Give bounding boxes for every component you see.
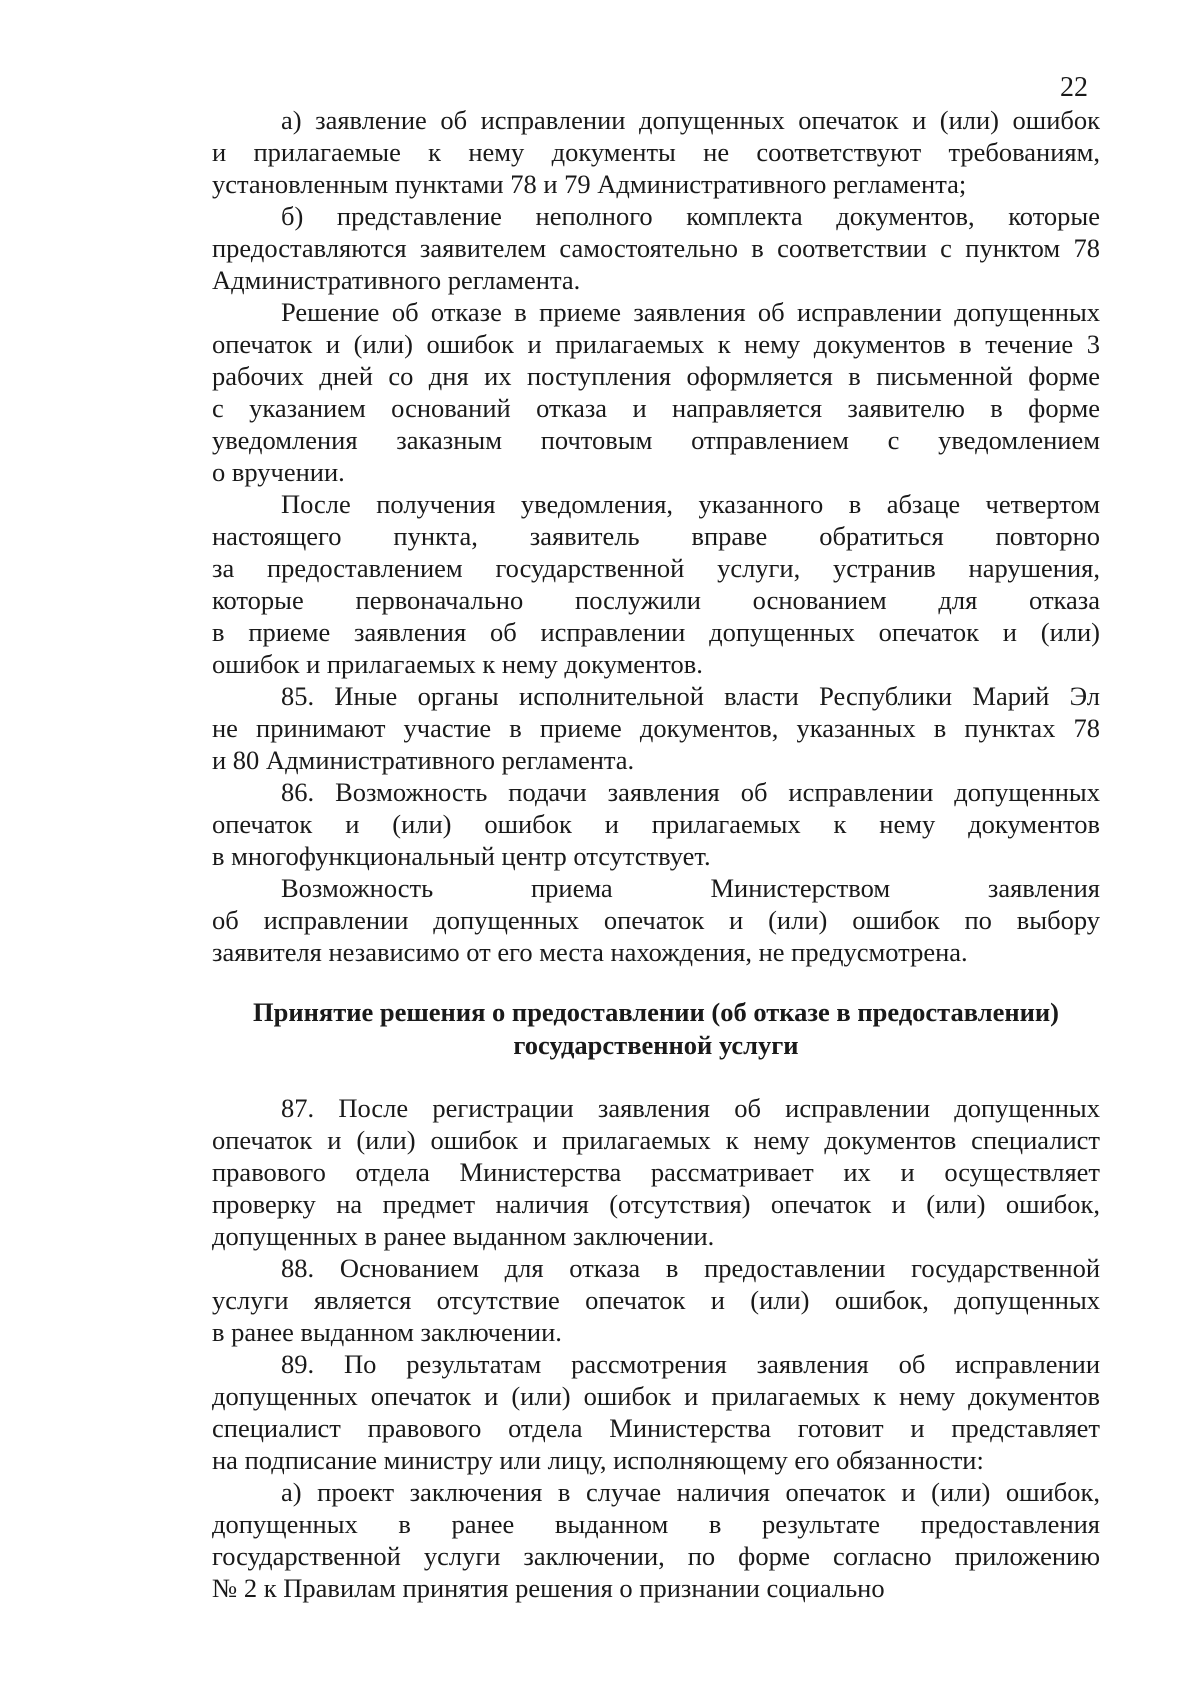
paragraph-line: услуги является отсутствие опечаток и (или) ошибок, допущенных bbox=[212, 1285, 1100, 1315]
paragraph-line: После получения уведомления, указанного в абзаце четвертом bbox=[281, 489, 1100, 519]
paragraph-line: в многофункциональный центр отсутствует. bbox=[212, 841, 711, 871]
paragraph-line: которые первоначально послужили основанием для отказа bbox=[212, 585, 1100, 615]
paragraph-line: б) представление неполного комплекта документов, которые bbox=[281, 201, 1100, 231]
paragraph-line: правового отдела Министерства рассматривает их и осуществляет bbox=[212, 1157, 1100, 1187]
paragraph-line: а) проект заключения в случае наличия опечаток и (или) ошибок, bbox=[281, 1477, 1100, 1507]
paragraph-line: допущенных в ранее выданном заключении. bbox=[212, 1221, 715, 1251]
section-heading-line-2: государственной услуги bbox=[513, 1030, 799, 1060]
section-heading-line-1: Принятие решения о предоставлении (об отказе в предоставлении) bbox=[253, 997, 1059, 1027]
paragraph-line: допущенных опечаток и (или) ошибок и прилагаемых к нему документов bbox=[212, 1381, 1100, 1411]
document-body bbox=[212, 104, 1100, 1604]
paragraph-line: а) заявление об исправлении допущенных опечаток и (или) ошибок bbox=[281, 105, 1100, 135]
paragraph bbox=[212, 488, 1100, 680]
paragraph bbox=[212, 872, 1100, 968]
paragraph-line: опечаток и (или) ошибок и прилагаемых к нему документов специалист bbox=[212, 1125, 1100, 1155]
paragraph bbox=[212, 296, 1100, 488]
paragraph-line: в ранее выданном заключении. bbox=[212, 1317, 562, 1347]
paragraph-line: 88. Основанием для отказа в предоставлении государственной bbox=[281, 1253, 1100, 1283]
section-heading bbox=[212, 968, 1100, 1092]
page-number: 22 bbox=[1060, 72, 1088, 103]
paragraph-line: за предоставлением государственной услуги, устранив нарушения, bbox=[212, 553, 1100, 583]
paragraph-line: ошибок и прилагаемых к нему документов. bbox=[212, 649, 703, 679]
paragraphs-top bbox=[212, 104, 1100, 968]
paragraph-line: 86. Возможность подачи заявления об исправлении допущенных bbox=[281, 777, 1100, 807]
paragraph-line: установленным пунктами 78 и 79 Административного регламента; bbox=[212, 169, 967, 199]
paragraph-line: Решение об отказе в приеме заявления об исправлении допущенных bbox=[281, 297, 1100, 327]
paragraph bbox=[212, 776, 1100, 872]
paragraph-line: опечаток и (или) ошибок и прилагаемых к нему документов в течение 3 bbox=[212, 329, 1100, 359]
paragraph bbox=[212, 680, 1100, 776]
paragraph bbox=[212, 1092, 1100, 1252]
paragraph-line: не принимают участие в приеме документов, указанных в пунктах 78 bbox=[212, 713, 1100, 743]
paragraph-line: 85. Иные органы исполнительной власти Республики Марий Эл bbox=[281, 681, 1100, 711]
paragraph-line: рабочих дней со дня их поступления оформляется в письменной форме bbox=[212, 361, 1100, 391]
paragraph-line: и 80 Административного регламента. bbox=[212, 745, 635, 775]
paragraph-line: настоящего пункта, заявитель вправе обратиться повторно bbox=[212, 521, 1100, 551]
paragraph bbox=[212, 1476, 1100, 1604]
paragraph bbox=[212, 200, 1100, 296]
paragraph-line: опечаток и (или) ошибок и прилагаемых к нему документов bbox=[212, 809, 1100, 839]
paragraph-line: предоставляются заявителем самостоятельно в соответствии с пунктом 78 bbox=[212, 233, 1100, 263]
paragraph bbox=[212, 104, 1100, 200]
paragraph-line: о вручении. bbox=[212, 457, 345, 487]
paragraph-line: об исправлении допущенных опечаток и (или) ошибок по выбору bbox=[212, 905, 1100, 935]
paragraph-line: № 2 к Правилам принятия решения о признании социально bbox=[212, 1573, 885, 1603]
paragraph-line: 89. По результатам рассмотрения заявления об исправлении bbox=[281, 1349, 1100, 1379]
paragraph-line: в приеме заявления об исправлении допущенных опечаток и (или) bbox=[212, 617, 1100, 647]
paragraph-line: Административного регламента. bbox=[212, 265, 581, 295]
paragraph-line: на подписание министру или лицу, исполняющему его обязанности: bbox=[212, 1445, 984, 1475]
paragraph-line: проверку на предмет наличия (отсутствия) опечаток и (или) ошибок, bbox=[212, 1189, 1100, 1219]
paragraph-line: Возможность приема Министерством заявления bbox=[281, 873, 1100, 903]
paragraph bbox=[212, 1348, 1100, 1476]
paragraph-line: и прилагаемые к нему документы не соответствуют требованиям, bbox=[212, 137, 1100, 167]
paragraph-line: заявителя независимо от его места нахождения, не предусмотрена. bbox=[212, 937, 968, 967]
paragraph-line: 87. После регистрации заявления об исправлении допущенных bbox=[281, 1093, 1100, 1123]
paragraph bbox=[212, 1252, 1100, 1348]
paragraph-line: с указанием оснований отказа и направляется заявителю в форме bbox=[212, 393, 1100, 423]
paragraph-line: уведомления заказным почтовым отправлением с уведомлением bbox=[212, 425, 1100, 455]
paragraph-line: допущенных в ранее выданном в результате предоставления bbox=[212, 1509, 1100, 1539]
paragraphs-bottom bbox=[212, 1092, 1100, 1604]
paragraph-line: государственной услуги заключении, по форме согласно приложению bbox=[212, 1541, 1100, 1571]
paragraph-line: специалист правового отдела Министерства готовит и представляет bbox=[212, 1413, 1100, 1443]
